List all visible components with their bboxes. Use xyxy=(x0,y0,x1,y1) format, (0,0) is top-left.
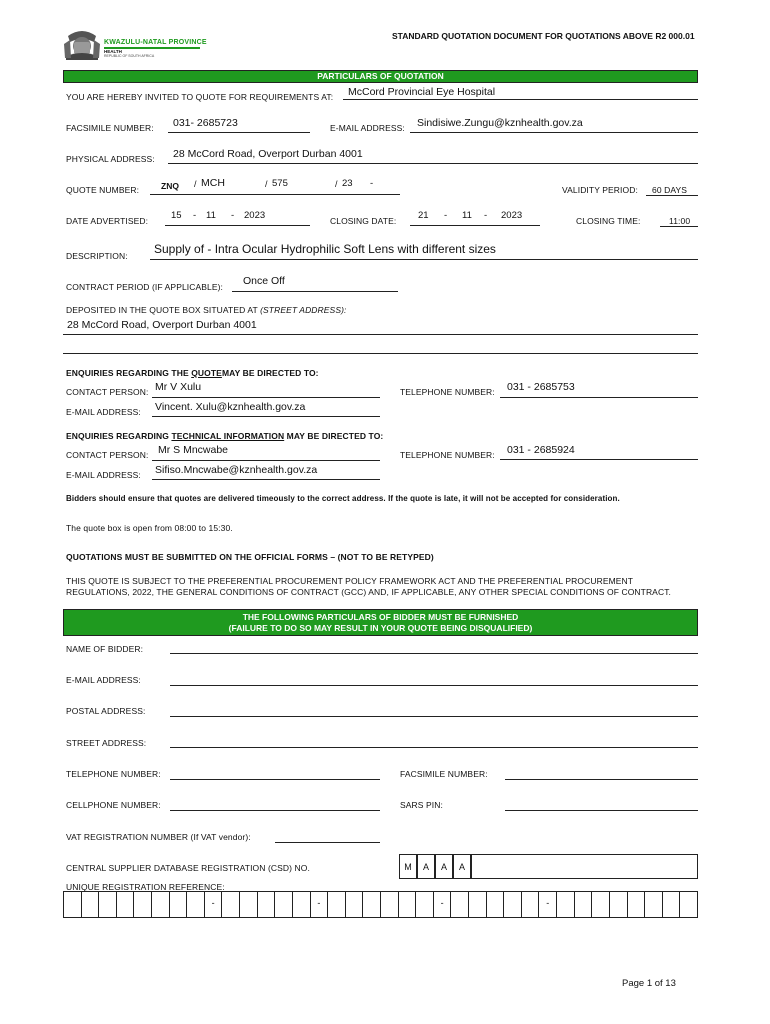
bidder-email-field[interactable] xyxy=(170,685,698,686)
bidder-postal-label: POSTAL ADDRESS: xyxy=(66,706,146,716)
closing-year-field[interactable]: 2023 xyxy=(501,210,523,221)
technical-enquiries-post: MAY BE DIRECTED TO: xyxy=(286,431,384,441)
bidder-cell-field[interactable] xyxy=(170,810,380,811)
quote-tel-label: TELEPHONE NUMBER: xyxy=(400,387,495,397)
reference-cell[interactable] xyxy=(575,892,593,917)
reference-cell[interactable]: - xyxy=(539,892,557,917)
csd-box-2[interactable]: A xyxy=(417,854,435,879)
email-label: E-MAIL ADDRESS: xyxy=(330,123,405,133)
unique-reference-label: UNIQUE REGISTRATION REFERENCE: xyxy=(66,882,225,892)
physical-address-label: PHYSICAL ADDRESS: xyxy=(66,154,155,164)
advertised-line xyxy=(165,225,310,226)
bidder-name-label: NAME OF BIDDER: xyxy=(66,644,144,654)
reference-cell[interactable] xyxy=(663,892,681,917)
closing-day-field[interactable]: 21 xyxy=(418,210,429,221)
reference-cell[interactable] xyxy=(557,892,575,917)
description-field[interactable]: Supply of - Intra Ocular Hydrophilic Soft Lens with different sizes xyxy=(154,242,496,256)
tech-email-label: E-MAIL ADDRESS: xyxy=(66,470,141,480)
quote-email-line xyxy=(152,416,380,417)
deposit-label-italic: (STREET ADDRESS): xyxy=(260,305,347,315)
logo-sub-health: HEALTH xyxy=(104,49,122,54)
contract-period-label: CONTRACT PERIOD (IF APPLICABLE): xyxy=(66,282,224,292)
reference-cell[interactable] xyxy=(346,892,364,917)
bidder-name-field[interactable] xyxy=(170,653,698,654)
deposit-line-2 xyxy=(63,353,698,354)
bidder-particulars-bar xyxy=(63,609,698,636)
quote-tel-line xyxy=(500,397,698,398)
reference-cell[interactable]: - xyxy=(205,892,223,917)
contract-period-field[interactable]: Once Off xyxy=(243,275,285,287)
reference-cell[interactable] xyxy=(170,892,188,917)
quote-contact-line xyxy=(152,397,380,398)
bidder-postal-field[interactable] xyxy=(170,716,698,717)
technical-enquiries-pre: ENQUIRIES REGARDING xyxy=(66,431,169,441)
reference-cell[interactable] xyxy=(504,892,522,917)
late-quote-notice: Bidders should ensure that quotes are delivered timeously to the correct address. If the quote is late, it will not be accepted for consideration. xyxy=(66,494,620,503)
bidder-bar-line-2: (FAILURE TO DO SO MAY RESULT IN YOUR QUOTE BEING DISQUALIFIED) xyxy=(228,623,533,633)
date-advertised-label: DATE ADVERTISED: xyxy=(66,216,149,226)
closing-date-line xyxy=(410,225,540,226)
reference-cell[interactable] xyxy=(222,892,240,917)
bidder-sars-field[interactable] xyxy=(505,810,698,811)
quote-box-hours: The quote box is open from 08:00 to 15:30. xyxy=(66,523,233,533)
csd-number-input[interactable] xyxy=(471,854,698,879)
reference-cell[interactable] xyxy=(592,892,610,917)
closing-time-field[interactable]: 11:00 xyxy=(669,216,691,226)
physical-address-field[interactable]: 28 McCord Road, Overport Durban 4001 xyxy=(173,148,363,160)
email-line xyxy=(410,132,698,133)
description-line xyxy=(150,259,698,260)
bidder-street-label: STREET ADDRESS: xyxy=(66,738,147,748)
unique-reference-grid xyxy=(63,891,698,918)
email-value-field[interactable]: Sindisiwe.Zungu@kznhealth.gov.za xyxy=(417,117,583,129)
csd-box-4[interactable]: A xyxy=(453,854,471,879)
quote-part-number-field[interactable]: 575 xyxy=(272,178,288,189)
document-title: STANDARD QUOTATION DOCUMENT FOR QUOTATIONS ABOVE R2 000.01 xyxy=(392,31,695,41)
reference-cell[interactable] xyxy=(381,892,399,917)
closing-month-field[interactable]: 11 xyxy=(462,210,472,221)
deposit-label-text: DEPOSITED IN THE QUOTE BOX SITUATED AT xyxy=(66,305,258,315)
invite-label: YOU ARE HEREBY INVITED TO QUOTE FOR REQUIREMENTS AT: xyxy=(66,92,334,102)
reference-cell[interactable] xyxy=(416,892,434,917)
tech-tel-field[interactable]: 031 - 2685924 xyxy=(507,444,575,456)
validity-line xyxy=(646,195,698,196)
reference-cell[interactable] xyxy=(64,892,82,917)
closing-dash-2: - xyxy=(484,210,488,221)
reference-cell[interactable] xyxy=(451,892,469,917)
particulars-title: PARTICULARS OF QUOTATION xyxy=(317,71,444,81)
quote-enquiries-pre: ENQUIRIES REGARDING THE xyxy=(66,368,189,378)
logo-sub-republic: REPUBLIC OF SOUTH AFRICA xyxy=(104,54,155,58)
coat-of-arms-logo xyxy=(62,28,102,62)
reference-cell[interactable] xyxy=(645,892,663,917)
ppf-notice-line-1: THIS QUOTE IS SUBJECT TO THE PREFERENTIAL PROCUREMENT POLICY FRAMEWORK ACT AND THE PREFERENTIAL PROCUREMENT xyxy=(66,576,634,586)
fax-label: FACSIMILE NUMBER: xyxy=(66,123,154,133)
closing-time-line xyxy=(660,226,698,227)
quote-tel-field[interactable]: 031 - 2685753 xyxy=(507,381,575,393)
reference-cell[interactable] xyxy=(117,892,135,917)
bidder-fax-field[interactable] xyxy=(505,779,698,780)
fax-value-field[interactable]: 031- 2685723 xyxy=(173,117,238,129)
quote-contact-label: CONTACT PERSON: xyxy=(66,387,149,397)
reference-cell[interactable] xyxy=(134,892,152,917)
reference-cell[interactable] xyxy=(152,892,170,917)
advertised-year-field[interactable]: 2023 xyxy=(244,210,266,221)
quote-prefix: ZNQ xyxy=(161,181,179,191)
reference-cell[interactable] xyxy=(275,892,293,917)
tech-email-line xyxy=(152,479,380,480)
tech-contact-line xyxy=(152,460,380,461)
quote-email-label: E-MAIL ADDRESS: xyxy=(66,407,141,417)
tech-tel-line xyxy=(500,459,698,460)
closing-time-label: CLOSING TIME: xyxy=(576,216,641,226)
page-number: Page 1 of 13 xyxy=(622,978,676,989)
reference-cell[interactable]: - xyxy=(434,892,452,917)
advertised-month-field[interactable]: 11 xyxy=(206,210,216,221)
reference-cell[interactable] xyxy=(469,892,487,917)
advertised-day-field[interactable]: 15 xyxy=(171,210,182,221)
reference-cell[interactable]: - xyxy=(311,892,329,917)
ppf-notice-line-2: REGULATIONS, 2022, THE GENERAL CONDITIONS OF CONTRACT (GCC) AND, IF APPLICABLE, ANY OTHER SPECIAL CONDITIONS OF CONTRACT. xyxy=(66,587,672,597)
deposit-label xyxy=(66,305,347,315)
technical-enquiries-heading xyxy=(66,431,383,441)
quote-part-mch-field[interactable]: MCH xyxy=(201,177,225,189)
quote-slash-2: / xyxy=(265,179,268,189)
bidder-fax-label: FACSIMILE NUMBER: xyxy=(400,769,488,779)
bidder-street-field[interactable] xyxy=(170,747,698,748)
csd-box-1[interactable]: M xyxy=(399,854,417,879)
validity-label: VALIDITY PERIOD: xyxy=(562,185,638,195)
tech-contact-label: CONTACT PERSON: xyxy=(66,450,149,460)
quote-enquiries-heading xyxy=(66,368,319,378)
vat-field[interactable] xyxy=(275,842,380,843)
reference-cell[interactable] xyxy=(187,892,205,917)
reference-cell[interactable] xyxy=(487,892,505,917)
bidder-email-label: E-MAIL ADDRESS: xyxy=(66,675,141,685)
invite-line xyxy=(343,99,698,100)
reference-cell[interactable] xyxy=(628,892,646,917)
vat-label: VAT REGISTRATION NUMBER (If VAT vendor): xyxy=(66,832,251,842)
bidder-cell-label: CELLPHONE NUMBER: xyxy=(66,800,161,810)
particulars-bar xyxy=(63,70,698,83)
reference-cell[interactable] xyxy=(293,892,311,917)
quote-email-field[interactable]: Vincent. Xulu@kznhealth.gov.za xyxy=(155,401,306,413)
quote-slash-1: / xyxy=(194,179,197,189)
advertised-dash-2: - xyxy=(231,210,235,221)
tech-email-field[interactable]: Sifiso.Mncwabe@kznhealth.gov.za xyxy=(155,464,318,476)
bidder-sars-label: SARS PIN: xyxy=(400,800,443,810)
closing-dash-1: - xyxy=(444,210,448,221)
tech-contact-field[interactable]: Mr S Mncwabe xyxy=(158,444,229,456)
reference-cell[interactable] xyxy=(258,892,276,917)
quote-dash: - xyxy=(370,178,374,189)
reference-cell[interactable] xyxy=(328,892,346,917)
quote-enquiries-post: MAY BE DIRECTED TO: xyxy=(221,368,319,378)
bidder-tel-label: TELEPHONE NUMBER: xyxy=(66,769,161,779)
description-label: DESCRIPTION: xyxy=(66,251,128,261)
reference-cell[interactable] xyxy=(240,892,258,917)
closing-date-label: CLOSING DATE: xyxy=(330,216,397,226)
advertised-dash-1: - xyxy=(193,210,197,221)
bidder-bar-line-1: THE FOLLOWING PARTICULARS OF BIDDER MUST BE FURNISHED xyxy=(242,612,519,622)
reference-cell[interactable] xyxy=(363,892,381,917)
reference-cell[interactable] xyxy=(82,892,100,917)
physical-address-line xyxy=(168,163,698,164)
quote-number-line xyxy=(150,194,400,195)
bidder-tel-field[interactable] xyxy=(170,779,380,780)
deposit-line-1 xyxy=(63,334,698,335)
contract-period-line xyxy=(232,291,398,292)
official-forms-notice: QUOTATIONS MUST BE SUBMITTED ON THE OFFICIAL FORMS – (NOT TO BE RETYPED) xyxy=(66,552,434,562)
reference-cell[interactable] xyxy=(610,892,628,917)
csd-label: CENTRAL SUPPLIER DATABASE REGISTRATION (CSD) NO. xyxy=(66,863,310,873)
reference-cell[interactable] xyxy=(399,892,417,917)
fax-line xyxy=(168,132,310,133)
reference-cell[interactable] xyxy=(522,892,540,917)
csd-box-3[interactable]: A xyxy=(435,854,453,879)
reference-cell[interactable] xyxy=(680,892,697,917)
quote-contact-field[interactable]: Mr V Xulu xyxy=(155,381,202,393)
quote-number-label: QUOTE NUMBER: xyxy=(66,185,140,195)
quote-slash-3: / xyxy=(335,179,338,189)
deposit-address-field[interactable]: 28 McCord Road, Overport Durban 4001 xyxy=(67,319,257,331)
logo-text: KWAZULU-NATAL PROVINCE xyxy=(104,39,207,46)
quote-enquiries-underlined: QUOTE xyxy=(191,368,222,378)
reference-cell[interactable] xyxy=(99,892,117,917)
validity-value-field[interactable]: 60 DAYS xyxy=(652,185,688,195)
quote-part-year-field[interactable]: 23 xyxy=(342,178,353,189)
tech-tel-label: TELEPHONE NUMBER: xyxy=(400,450,495,460)
technical-enquiries-underlined: TECHNICAL INFORMATION xyxy=(171,431,285,441)
invite-value-field[interactable]: McCord Provincial Eye Hospital xyxy=(348,86,496,98)
